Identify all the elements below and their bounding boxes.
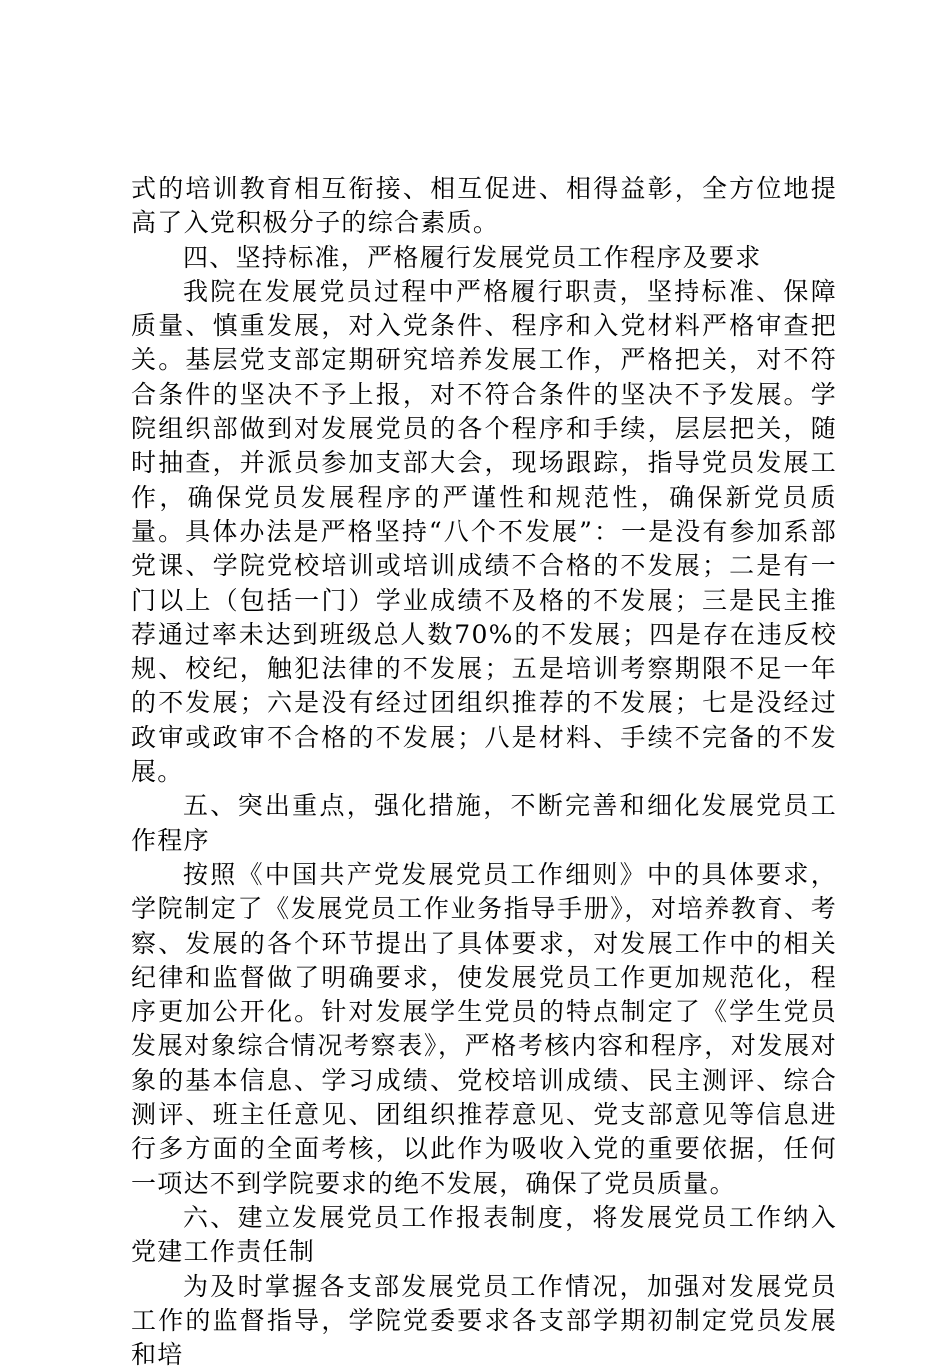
section-heading-six: 六、建立发展党员工作报表制度，将发展党员工作纳入党建工作责任制 (131, 1201, 837, 1270)
paragraph-procedures: 按照《中国共产党发展党员工作细则》中的具体要求，学院制定了《发展党员工作业务指导手册》，对培养教育、考察、发展的各个环节提出了具体要求，对发展工作中的相关纪律和监督做了明确要求，使发展党员工作更加规范化，程序更加公开化。针对发展学生党员的特点制定了《学生党员发展对象综合情况考察表》，严格考核内容和程序，对发展对象的基本信息、学习成绩、党校培训成绩、民主测评、综合测评、班主任意见、团组织推荐意见、党支部意见等信息进行多方面的全面考核，以此作为吸收入党的重要依据，任何一项达不到学院要求的绝不发展，确保了党员质量。 (131, 858, 837, 1201)
paragraph-standards: 我院在发展党员过程中严格履行职责，坚持标准、保障质量、慎重发展，对入党条件、程序和入党材料严格审查把关。基层党支部定期研究培养发展工作，严格把关，对不符合条件的坚决不予上报，对不符合条件的坚决不予发展。学院组织部做到对发展党员的各个程序和手续，层层把关，随时抽查，并派员参加支部大会，现场跟踪，指导党员发展工作，确保党员发展程序的严谨性和规范性，确保新党员质量。具体办法是严格坚持“八个不发展”：一是没有参加系部党课、学院党校培训或培训成绩不合格的不发展；二是有一门以上（包括一门）学业成绩不及格的不发展；三是民主推荐通过率未达到班级总人数70%的不发展；四是存在违反校规、校纪，触犯法律的不发展；五是培训考察期限不足一年的不发展；六是没有经过团组织推荐的不发展；七是没经过政审或政审不合格的不发展；八是材料、手续不完备的不发展。 (131, 275, 837, 789)
paragraph-continuation: 式的培训教育相互衔接、相互促进、相得益彰，全方位地提高了入党积极分子的综合素质。 (131, 172, 837, 241)
paragraph-reporting: 为及时掌握各支部发展党员工作情况，加强对发展党员工作的监督指导，学院党委要求各支部学期初制定党员发展和培 (131, 1270, 837, 1372)
section-heading-four: 四、坚持标准，严格履行发展党员工作程序及要求 (131, 241, 837, 275)
document-body (131, 172, 837, 1372)
section-heading-five: 五、突出重点，强化措施，不断完善和细化发展党员工作程序 (131, 789, 837, 858)
